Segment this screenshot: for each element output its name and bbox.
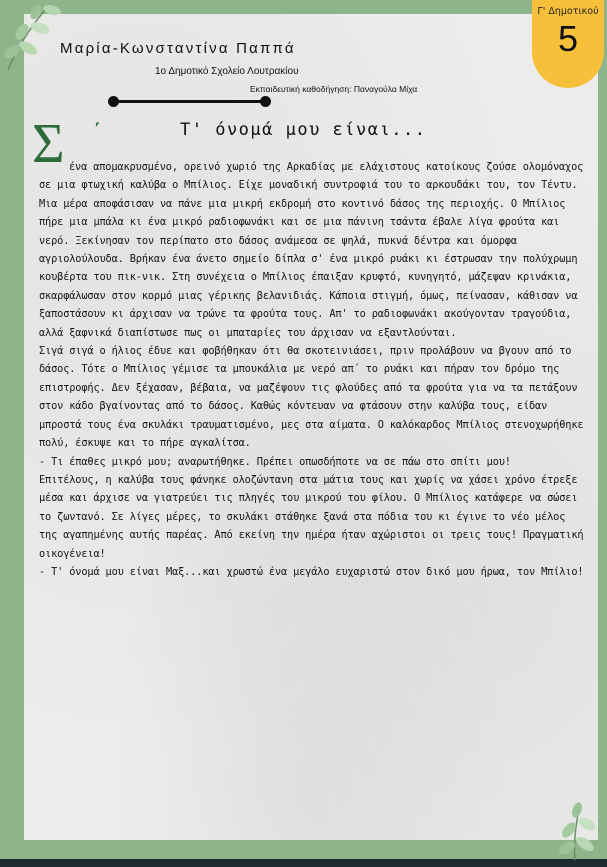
story-title: Τ' όνομά μου είναι... (180, 120, 427, 140)
drop-cap: Σ (32, 113, 65, 175)
drop-cap-accent: ΄ (93, 118, 102, 147)
story-paragraph: - Τι έπαθες μικρό μου; αναρωτήθηκε. Πρέπει οπωσδήποτε να σε πάω στο σπίτι μου! (39, 455, 511, 468)
leaf-decoration-icon (545, 800, 605, 862)
story-paragraph: Μια μέρα αποφάσισαν να πάνε μια μικρή εκδρομή στο κοντινό δάσος της περιοχής. Ο Μπίλιος πήρε μια μπάλα κι ένα μικρό ραδιοφωνάκι και σε μια πάνινη τσάντα έβαλε λίγα φρούτα και νερό. Ξεκίνησαν τον περίπατο στο δάσος ανάμεσα σε ψηλά, πυκνά δέντρα και όμορφα αγριολούλουδα. Βρήκαν ένα άνετο σημείο δίπλα σ' ένα μικρό ρυάκι κι έστρωσαν την πολύχρωμη κουβέρτα του πικ-νικ. Στη συνέχεια ο Μπίλιος έπαιξαν κρυφτό, κυνηγητό, μάζεψαν κρινάκια, σκαρφάλωσαν στον κορμό μιας γέρικης βελανιδιάς. Κάποια στιγμή, όμως, πείνασαν, κάθισαν να ξαποστάσουν κι άρχισαν να τρώνε τα φρούτα τους. Απ' το ραδιοφωνάκι ακούγονταν τραγούδια, αλλά ξαφνικά διαπίστωσε πως οι μπαταρίες του άρχισαν να εξαντλούνται. (39, 197, 578, 339)
guidance-credit: Εκπαιδευτική καθοδήγηση: Παναγούλα Μίχα (250, 84, 418, 94)
author-name: Μαρία-Κωνσταντίνα Παππά (60, 40, 296, 57)
story-paragraph: - Τ' όνομά μου είναι Μαξ...και χρωστώ ένα μεγάλο ευχαριστώ στον δικό μου ήρωα, τον Μπίλιο! (39, 565, 584, 578)
leaf-decoration-icon (0, 0, 70, 75)
grade-badge (532, 0, 604, 88)
story-paragraph: Επιτέλους, η καλύβα τους φάνηκε ολοζώντανη στα μάτια τους και χωρίς να χάσει χρόνο έτρεξε μέσα και άρχισε να γιατρεύει τις πληγές του μικρού του φίλου. Ο Μπίλιος κατάφερε να σώσει το ζωντανό. Σε λίγες μέρες, το σκυλάκι στάθηκε ξανά στα πόδια του κι έγινε το νέο μέλος της αγαπημένης αυτής παρέας. Από εκείνη την ημέρα ήταν αχώριστοι οι τρεις τους! Πραγματική οικογένεια! (39, 473, 584, 560)
badge-grade-label: Γ' Δημοτικού (537, 6, 599, 17)
bottom-strip (0, 859, 607, 867)
story-paragraph: Σιγά σιγά ο ήλιος έδυε και φοβήθηκαν ότι θα σκοτεινιάσει, πριν προλάβουν να βγουν από το δάσος. Τότε ο Μπίλιος γέμισε τα μπουκάλια με νερό απ΄ το ρυάκι και πήραν τον δρόμο της επιστροφής. Δεν ξέχασαν, βέβαια, να μαζέψουν τις φλούδες από τα φρούτα για να τα πετάξουν στον κάδο βγαίνοντας από το δάσος. Καθώς κόντευαν να φτάσουν στην καλύβα τους, είδαν μπροστά τους ένα σκυλάκι τραυματισμένο, μες στα αίματα. Ο καλόκαρδος Μπίλιος στενοχωρήθηκε πολύ, έσκυψε και το πήρε αγκαλίτσα. (39, 345, 584, 450)
badge-number: 5 (557, 18, 579, 59)
divider-dot-right (260, 96, 271, 107)
school-name: 1ο Δημοτικό Σχολείο Λουτρακίου (155, 66, 299, 77)
story-body (39, 158, 584, 581)
story-paragraph: ένα απομακρυσμένο, ορεινό χωριό της Αρκαδίας με ελάχιστους κατοίκους ζούσε ολομόναχος σε μια φτωχική καλύβα ο Μπίλιος. Είχε μοναδική συντροφιά του το αρκουδάκι του, τον Τέντυ. (39, 161, 584, 192)
divider-line (113, 100, 265, 103)
